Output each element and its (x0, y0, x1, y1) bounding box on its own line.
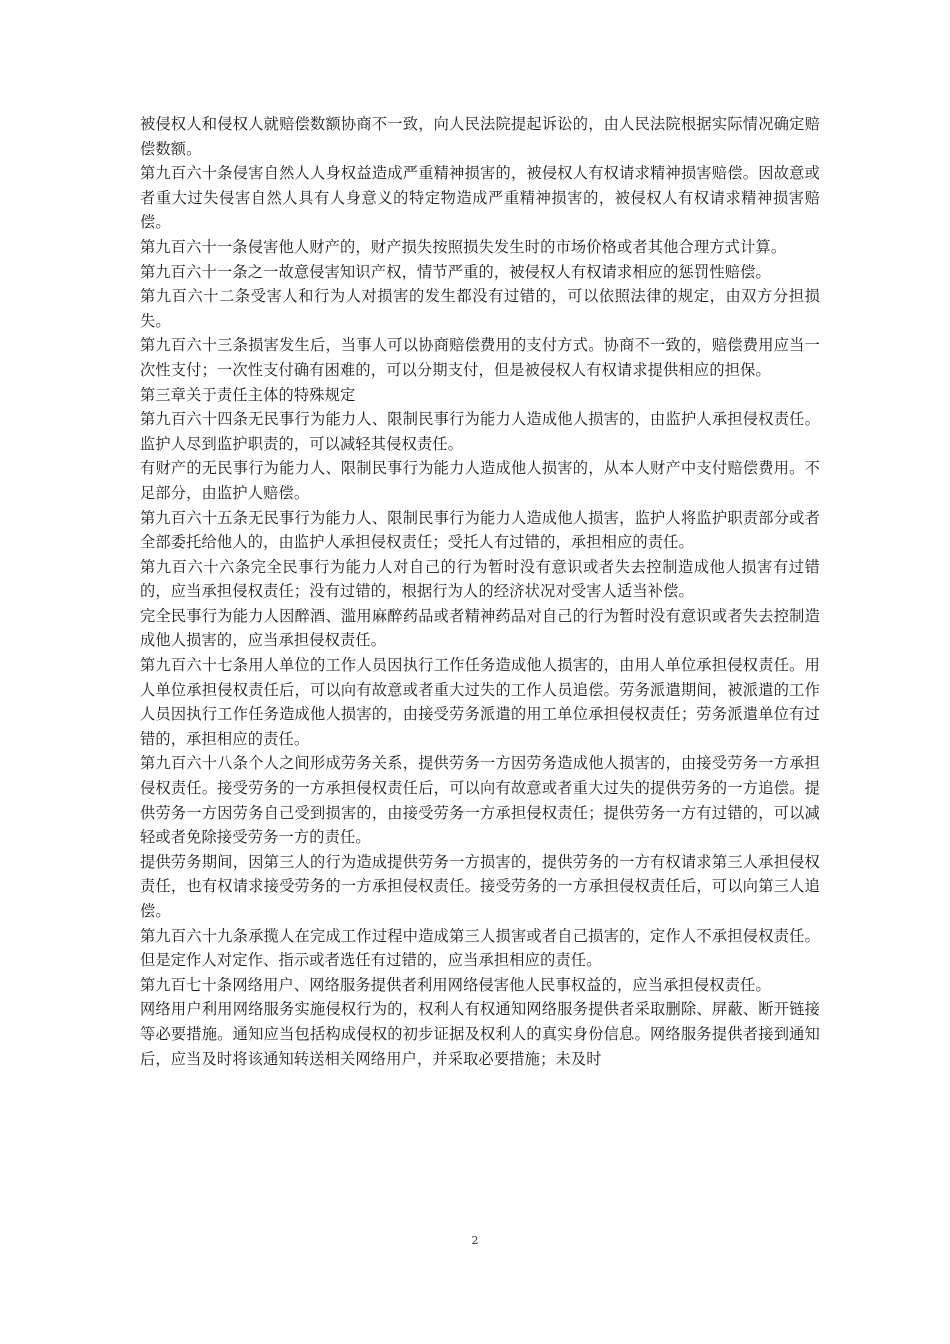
page-number: 2 (471, 1234, 479, 1247)
paragraph-article-964-2: 有财产的无民事行为能力人、限制民事行为能力人造成他人损害的，从本人财产中支付赔偿费用。不足部分，由监护人赔偿。 (140, 459, 820, 502)
paragraph-article-966-2: 完全民事行为能力人因醉酒、滥用麻醉药品或者精神药品对自己的行为暂时没有意识或者失去控制造成他人损害的，应当承担侵权责任。 (140, 606, 820, 650)
chapter-heading: 第三章关于责任主体的特殊规定 (140, 385, 356, 404)
paragraph-article-968-2: 提供劳务期间，因第三人的行为造成提供劳务一方损害的，提供劳务的一方有权请求第三人承担侵权责任，也有权请求接受劳务的一方承担侵权责任。接受劳务的一方承担侵权责任后，可以向第三人追偿。 (140, 852, 820, 920)
paragraph-article-965: 第九百六十五条无民事行为能力人、限制民事行为能力人造成他人损害，监护人将监护职责部分或者全部委托给他人的，由监护人承担侵权责任；受托人有过错的，承担相应的责任。 (140, 508, 820, 552)
paragraph-article-961: 第九百六十一条侵害他人财产的，财产损失按照损失发生时的市场价格或者其他合理方式计算。 (140, 237, 787, 256)
paragraph-article-962: 第九百六十二条受害人和行为人对损害的发生都没有过错的，可以依照法律的规定，由双方分担损失。 (140, 287, 820, 330)
paragraph-article-966: 第九百六十六条完全民事行为能力人对自己的行为暂时没有意识或者失去控制造成他人损害有过错的，应当承担侵权责任；没有过错的，根据行为人的经济状况对受害人适当补偿。 (140, 557, 820, 601)
paragraph-article-969: 第九百六十九条承揽人在完成工作过程中造成第三人损害或者自己损害的，定作人不承担侵权责任。但是定作人对定作、指示或者选任有过错的，应当承担相应的责任。 (140, 926, 820, 970)
paragraph-article-964: 第九百六十四条无民事行为能力人、限制民事行为能力人造成他人损害的，由监护人承担侵权责任。监护人尽到监护职责的，可以减轻其侵权责任。 (140, 410, 820, 453)
document-body (140, 112, 820, 1071)
paragraph-article-961-1: 第九百六十一条之一故意侵害知识产权，情节严重的，被侵权人有权请求相应的惩罚性赔偿。 (140, 262, 771, 281)
paragraph-article-967: 第九百六十七条用人单位的工作人员因执行工作任务造成他人损害的，由用人单位承担侵权责任。用人单位承担侵权责任后，可以向有故意或者重大过失的工作人员追偿。劳务派遣期间，被派遣的工作人员因执行工作任务造成他人损害的，由接受劳务派遣的用工单位承担侵权责任；劳务派遣单位有过错的，承担相应的责任。 (140, 656, 820, 748)
paragraph-damages-negotiation: 被侵权人和侵权人就赔偿数额协商不一致，向人民法院提起诉讼的，由人民法院根据实际情况确定赔偿数额。 (140, 115, 820, 158)
paragraph-article-968: 第九百六十八条个人之间形成劳务关系，提供劳务一方因劳务造成他人损害的，由接受劳务一方承担侵权责任。接受劳务的一方承担侵权责任后，可以向有故意或者重大过失的提供劳务的一方追偿。提供劳务一方因劳务自己受到损害的，由接受劳务一方承担侵权责任；提供劳务一方有过错的，可以减轻或者免除接受劳务一方的责任。 (140, 754, 820, 847)
paragraph-article-963: 第九百六十三条损害发生后，当事人可以协商赔偿费用的支付方式。协商不一致的，赔偿费用应当一次性支付；一次性支付确有困难的，可以分期支付，但是被侵权人有权请求提供相应的担保。 (140, 336, 820, 379)
paragraph-article-970-2: 网络用户利用网络服务实施侵权行为的，权利人有权通知网络服务提供者采取删除、屏蔽、断开链接等必要措施。通知应当包括构成侵权的初步证据及权利人的真实身份信息。网络服务提供者接到通知后，应当及时将该通知转送相关网络用户，并采取必要措施；未及时 (140, 1000, 820, 1068)
paragraph-article-960: 第九百六十条侵害自然人人身权益造成严重精神损害的，被侵权人有权请求精神损害赔偿。因故意或者重大过失侵害自然人具有人身意义的特定物造成严重精神损害的，被侵权人有权请求精神损害赔偿。 (140, 164, 820, 232)
paragraph-article-970: 第九百七十条网络用户、网络服务提供者利用网络侵害他人民事权益的，应当承担侵权责任。 (140, 975, 771, 994)
